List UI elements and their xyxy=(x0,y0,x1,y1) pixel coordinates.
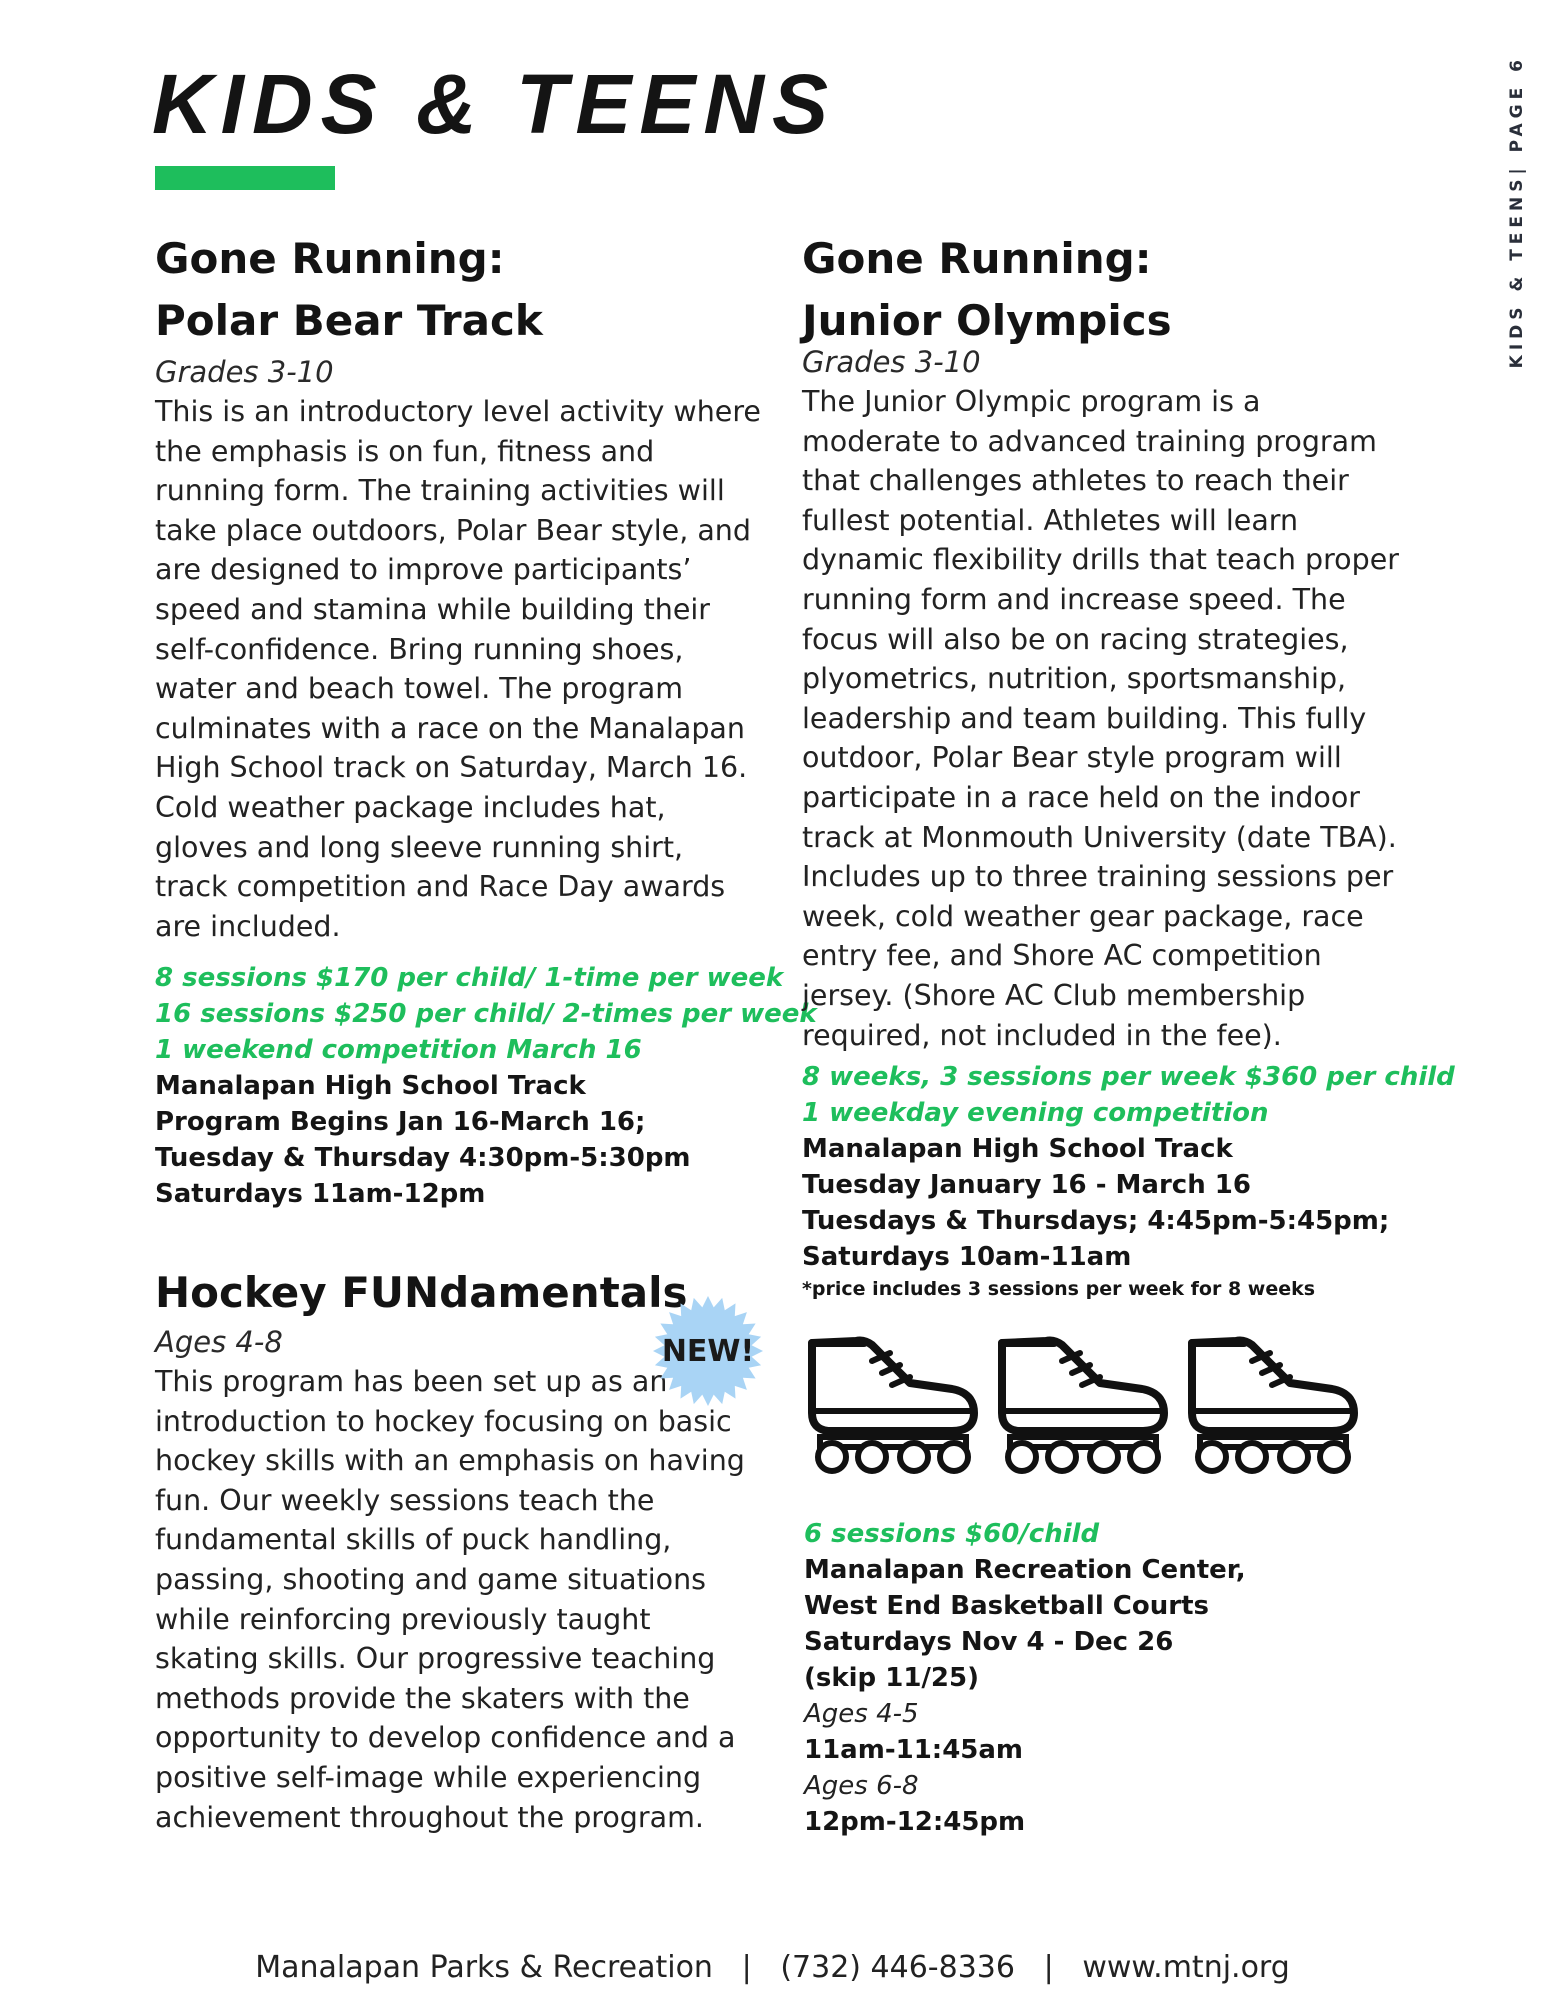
location-line: Manalapan Recreation Center, xyxy=(804,1555,1246,1585)
description-line: dynamic flexibility drills that teach proper xyxy=(802,543,1399,577)
description-line: This program has been set up as an xyxy=(155,1365,668,1398)
description-line: the emphasis is on fun, fitness and xyxy=(155,434,655,468)
footer-separator: | xyxy=(741,1950,752,1985)
polar-bear-description xyxy=(155,392,761,946)
description-line: running form. The training activities will xyxy=(155,474,725,508)
description-line: skating skills. Our progressive teaching xyxy=(155,1642,716,1676)
detail-line: Manalapan High School Track xyxy=(802,1134,1233,1165)
polar-bear-pricing xyxy=(155,960,817,1068)
junior-olympics-title: Gone Running: Junior Olympics xyxy=(802,234,1172,345)
hockey-group2-time: 12pm-12:45pm xyxy=(804,1807,1026,1837)
location-line: Saturdays Nov 4 - Dec 26 xyxy=(804,1627,1174,1657)
footer-separator: | xyxy=(1043,1950,1054,1985)
hockey-title: Hockey FUNdamentals xyxy=(155,1268,688,1317)
description-line: outdoor, Polar Bear style program will xyxy=(802,741,1342,775)
location-line: (skip 11/25) xyxy=(804,1663,979,1693)
roller-skate-icon xyxy=(1002,1341,1164,1472)
description-line: required, not included in the fee). xyxy=(802,1018,1282,1052)
junior-olympics-pricing xyxy=(802,1059,1455,1131)
pricing-line: 1 weekday evening competition xyxy=(802,1098,1269,1129)
description-line: introduction to hockey focusing on basic xyxy=(155,1404,732,1438)
roller-skates-illustration xyxy=(802,1335,1372,1485)
footer-website[interactable]: www.mtnj.org xyxy=(1082,1950,1290,1985)
side-page-label: KIDS & TEENS| PAGE 6 xyxy=(1507,55,1527,369)
detail-line: Saturdays 10am-11am xyxy=(802,1242,1132,1273)
description-line: The Junior Olympic program is a xyxy=(802,385,1261,418)
description-line: take place outdoors, Polar Bear style, and xyxy=(155,513,751,547)
detail-line: Tuesday & Thursday 4:30pm-5:30pm xyxy=(155,1143,691,1174)
description-line: track at Monmouth University (date TBA). xyxy=(802,820,1397,854)
description-line: culminates with a race on the Manalapan xyxy=(155,711,745,745)
junior-olympics-details xyxy=(802,1131,1422,1275)
junior-olympics-note: *price includes 3 sessions per week for 8 weeks xyxy=(802,1278,1316,1301)
junior-olympics-description xyxy=(802,382,1422,1055)
location-line: West End Basketball Courts xyxy=(804,1591,1209,1621)
junior-olympics-section xyxy=(802,228,1455,1303)
hockey-group1-ages: Ages 4-5 xyxy=(804,1699,919,1729)
footer xyxy=(0,1950,1545,1985)
hockey-price: 6 sessions $60/child xyxy=(804,1519,1100,1549)
new-badge xyxy=(652,1295,764,1407)
hockey-description xyxy=(155,1362,775,1837)
description-line: fullest potential. Athletes will learn xyxy=(802,503,1299,537)
description-line: High School track on Saturday, March 16. xyxy=(155,751,748,785)
polar-bear-section xyxy=(155,228,817,1212)
detail-line: Program Begins Jan 16-March 16; xyxy=(155,1107,646,1138)
description-line: participate in a race held on the indoor xyxy=(802,780,1361,814)
polar-bear-details xyxy=(155,1068,755,1212)
description-line: while reinforcing previously taught xyxy=(155,1602,651,1636)
description-line: jersey. (Shore AC Club membership xyxy=(802,978,1306,1012)
detail-line: Tuesday January 16 - March 16 xyxy=(802,1170,1251,1201)
junior-olympics-grades: Grades 3-10 xyxy=(802,345,981,379)
description-line: passing, shooting and game situations xyxy=(155,1562,707,1596)
hockey-group1-time: 11am-11:45am xyxy=(804,1735,1024,1765)
new-badge-label: NEW! xyxy=(661,1334,755,1369)
description-line: speed and stamina while building their xyxy=(155,592,711,626)
description-line: positive self-image while experiencing xyxy=(155,1760,702,1794)
hockey-location xyxy=(804,1552,1364,1696)
description-line: gloves and long sleeve running shirt, xyxy=(155,830,684,864)
page-title: KIDS & TEENS xyxy=(152,57,837,151)
roller-skate-icon xyxy=(812,1341,974,1472)
description-line: week, cold weather gear package, race xyxy=(802,899,1364,933)
description-line: are designed to improve participants’ xyxy=(155,553,692,587)
description-line: are included. xyxy=(155,909,341,943)
detail-line: Tuesdays & Thursdays; 4:45pm-5:45pm; xyxy=(802,1206,1390,1237)
description-line: track competition and Race Day awards xyxy=(155,870,726,904)
description-line: fundamental skills of puck handling, xyxy=(155,1523,672,1557)
description-line: Cold weather package includes hat, xyxy=(155,790,666,824)
detail-line: Manalapan High School Track xyxy=(155,1071,586,1102)
hockey-ages: Ages 4-8 xyxy=(155,1325,283,1359)
pricing-line: 1 weekend competition March 16 xyxy=(155,1035,642,1066)
polar-bear-grades: Grades 3-10 xyxy=(155,355,334,389)
description-line: achievement throughout the program. xyxy=(155,1800,704,1834)
description-line: that challenges athletes to reach their xyxy=(802,464,1349,498)
pricing-line: 8 sessions $170 per child/ 1-time per week xyxy=(155,963,784,994)
hockey-group2-ages: Ages 6-8 xyxy=(804,1771,919,1801)
description-line: self-confidence. Bring running shoes, xyxy=(155,632,684,666)
description-line: hockey skills with an emphasis on having xyxy=(155,1444,745,1478)
description-line: moderate to advanced training program xyxy=(802,424,1377,458)
hockey-info-section xyxy=(804,1516,1364,1840)
title-underline-bar xyxy=(155,166,335,190)
roller-skate-icon xyxy=(1192,1341,1354,1472)
description-line: water and beach towel. The program xyxy=(155,672,684,706)
polar-bear-title: Gone Running: Polar Bear Track xyxy=(155,234,543,345)
description-line: entry fee, and Shore AC competition xyxy=(802,939,1322,973)
description-line: This is an introductory level activity where xyxy=(155,395,761,428)
description-line: methods provide the skaters with the xyxy=(155,1681,690,1715)
footer-phone: (732) 446-8336 xyxy=(780,1950,1015,1985)
description-line: leadership and team building. This fully xyxy=(802,701,1367,735)
description-line: fun. Our weekly sessions teach the xyxy=(155,1483,655,1517)
description-line: running form and increase speed. The xyxy=(802,582,1346,616)
description-line: focus will also be on racing strategies, xyxy=(802,622,1349,656)
description-line: plyometrics, nutrition, sportsmanship, xyxy=(802,662,1347,696)
footer-org: Manalapan Parks & Recreation xyxy=(255,1950,713,1985)
detail-line: Saturdays 11am-12pm xyxy=(155,1179,486,1210)
pricing-line: 8 weeks, 3 sessions per week $360 per child xyxy=(802,1062,1455,1093)
description-line: opportunity to develop confidence and a xyxy=(155,1721,736,1755)
pricing-line: 16 sessions $250 per child/ 2-times per week xyxy=(155,999,817,1030)
description-line: Includes up to three training sessions per xyxy=(802,860,1394,894)
